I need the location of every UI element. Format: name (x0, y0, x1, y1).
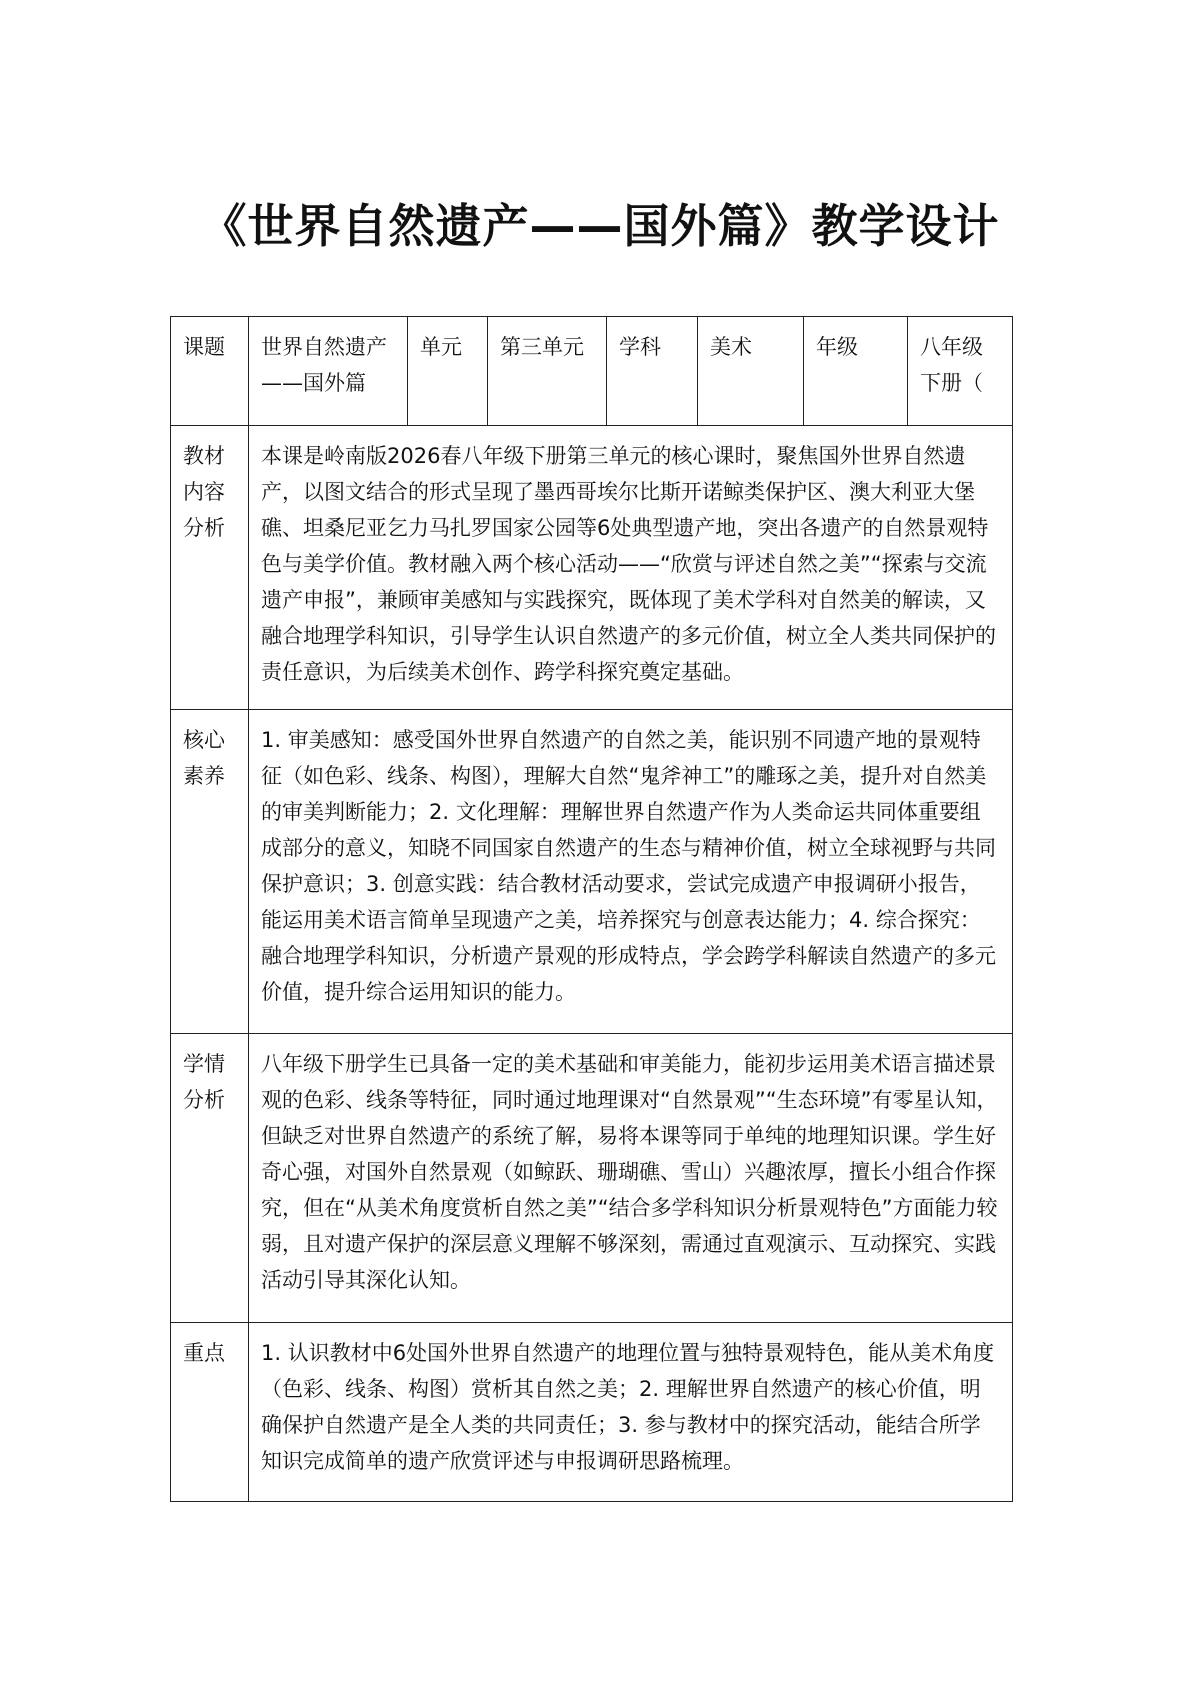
row-label-core-literacy: 核心素养 (171, 710, 249, 1034)
row-label-textbook-analysis: 教材内容分析 (171, 426, 249, 710)
subject-value: 美术 (698, 317, 804, 426)
course-label: 课题 (171, 317, 249, 426)
table-row (171, 1323, 1013, 1502)
grade-value: 八年级下册（ (908, 317, 1013, 426)
row-text-textbook-analysis: 本课是岭南版2026春八年级下册第三单元的核心课时，聚焦国外世界自然遗产，以图文结合的形式呈现了墨西哥埃尔比斯开诺鲸类保护区、澳大利亚大堡礁、坦桑尼亚乞力马扎罗国家公园等6处典型遗产地，突出各遗产的自然景观特色与美学价值。教材融入两个核心活动——“欣赏与评述自然之美”“探索与交流遗产申报”，兼顾审美感知与实践探究，既体现了美术学科对自然美的解读，又融合地理学科知识，引导学生认识自然遗产的多元价值，树立全人类共同保护的责任意识，为后续美术创作、跨学科探究奠定基础。 (249, 426, 1013, 710)
row-label-key-points: 重点 (171, 1323, 249, 1502)
row-text-key-points: 1. 认识教材中6处国外世界自然遗产的地理位置与独特景观特色，能从美术角度（色彩、线条、构图）赏析其自然之美；2. 理解世界自然遗产的核心价值，明确保护自然遗产是全人类的共同责任；3. 参与教材中的探究活动，能结合所学知识完成简单的遗产欣赏评述与申报调研思路梳理。 (249, 1323, 1013, 1502)
unit-label: 单元 (408, 317, 488, 426)
table-row (171, 1034, 1013, 1323)
row-text-student-analysis: 八年级下册学生已具备一定的美术基础和审美能力，能初步运用美术语言描述景观的色彩、线条等特征，同时通过地理课对“自然景观”“生态环境”有零星认知，但缺乏对世界自然遗产的系统了解，易将本课等同于单纯的地理知识课。学生好奇心强，对国外自然景观（如鲸跃、珊瑚礁、雪山）兴趣浓厚，擅长小组合作探究，但在“从美术角度赏析自然之美”“结合多学科知识分析景观特色”方面能力较弱，且对遗产保护的深层意义理解不够深刻，需通过直观演示、互动探究、实践活动引导其深化认知。 (249, 1034, 1013, 1323)
document-title: 《世界自然遗产——国外篇》教学设计 (200, 199, 1000, 253)
lesson-plan-table (170, 316, 1013, 1502)
subject-label: 学科 (607, 317, 698, 426)
unit-value: 第三单元 (488, 317, 607, 426)
grade-label: 年级 (804, 317, 908, 426)
header-row (171, 317, 1013, 426)
table-row (171, 710, 1013, 1034)
course-value: 世界自然遗产——国外篇 (249, 317, 408, 426)
row-text-core-literacy: 1. 审美感知：感受国外世界自然遗产的自然之美，能识别不同遗产地的景观特征（如色彩、线条、构图），理解大自然“鬼斧神工”的雕琢之美，提升对自然美的审美判断能力；2. 文化理解：理解世界自然遗产作为人类命运共同体重要组成部分的意义，知晓不同国家自然遗产的生态与精神价值，树立全球视野与共同保护意识；3. 创意实践：结合教材活动要求，尝试完成遗产申报调研小报告，能运用美术语言简单呈现遗产之美，培养探究与创意表达能力；4. 综合探究：融合地理学科知识，分析遗产景观的形成特点，学会跨学科解读自然遗产的多元价值，提升综合运用知识的能力。 (249, 710, 1013, 1034)
table-row (171, 426, 1013, 710)
row-label-student-analysis: 学情分析 (171, 1034, 249, 1323)
